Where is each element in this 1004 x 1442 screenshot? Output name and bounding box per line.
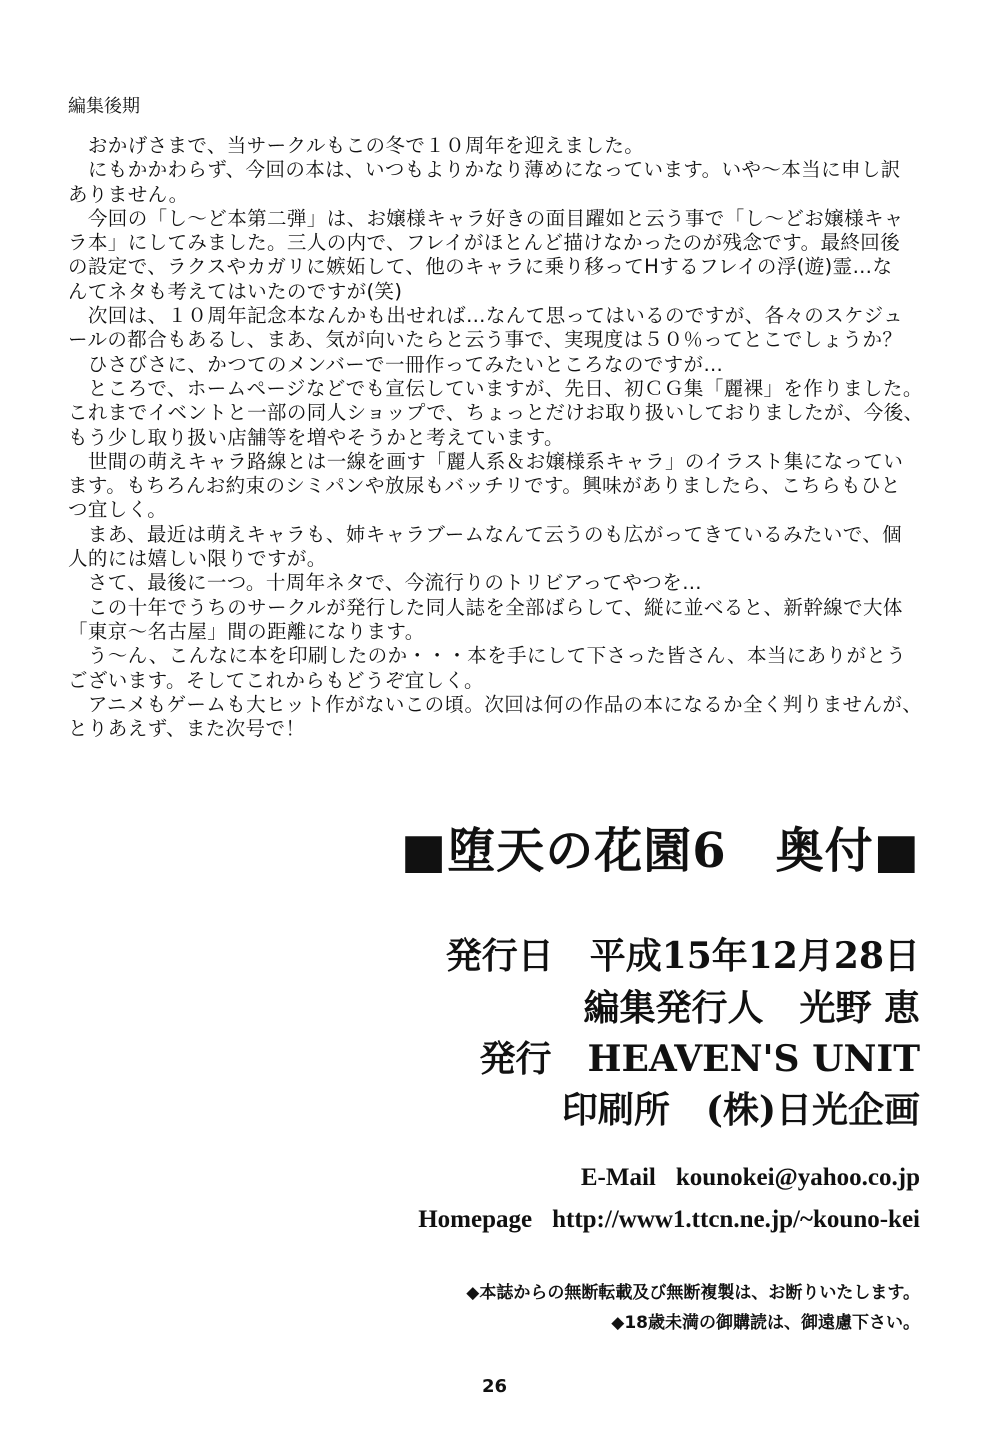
- afterword-line: んてネタも考えてはいたのですが(笑): [68, 279, 403, 303]
- publisher-name: HEAVEN'S UNIT: [587, 1038, 920, 1080]
- afterword-line: この十年でうちのサークルが発行した同人誌を全部ばらして、縦に並べると、新幹線で大体: [68, 595, 903, 619]
- printer-label: 印刷所: [561, 1089, 670, 1131]
- afterword-line: 世間の萌えキャラ路線とは一線を画す「麗人系＆お嬢様系キャラ」のイラスト集になってい: [68, 449, 904, 473]
- afterword-line: ひさびさに、かつてのメンバーで一冊作ってみたいところなのですが…: [68, 352, 724, 376]
- printer-row: [562, 1082, 920, 1133]
- afterword-line: にもかかわらず、今回の本は、いつもよりかなり薄めになっています。いや～本当に申し訳: [68, 158, 901, 182]
- afterword-line: まあ、最近は萌えキャラも、姉キャラブームなんて云うのも広がってきているみたいで、個: [68, 522, 903, 546]
- afterword-line: つ宜しく。: [68, 498, 168, 522]
- page-number: 26: [482, 1376, 508, 1397]
- issue-date: 平成15年12月28日: [589, 935, 920, 977]
- colophon-title: ■堕天の花園6 奥付■: [400, 823, 920, 879]
- email-address[interactable]: kounokei@yahoo.co.jp: [675, 1164, 920, 1191]
- issue-date-row: [446, 928, 920, 979]
- afterword-line: ラ本」にしてみました。三人の内で、フレイがほとんど描けなかったのが残念です。最終回後: [68, 231, 901, 255]
- afterword-line: もう少し取り扱い店舗等を増やそうかと考えています。: [68, 425, 564, 449]
- afterword-line: さて、最後に一つ。十周年ネタで、今流行りのトリビアってやつを…: [68, 571, 703, 595]
- afterword-line: とりあえず、また次号で！: [68, 717, 306, 741]
- afterword-line: 人的には嬉しい限りですが。: [68, 547, 327, 571]
- afterword-line: ールの都合もあるし、まあ、気が向いたらと云う事で、実現度は５０％ってとこでしょうか？: [68, 328, 903, 352]
- afterword-line: う～ん、こんなに本を印刷したのか・・・本を手にして下さった皆さん、本当にありがとう: [68, 644, 907, 668]
- afterword-line: ございます。そしてこれからもどうぞ宜しく。: [68, 668, 484, 692]
- editor-name: 光野 恵: [799, 987, 920, 1029]
- email-row: [581, 1164, 920, 1192]
- afterword-line: これまでイベントと一部の同人ショップで、ちょっとだけお取り扱いしておりましたが、今後、: [68, 401, 924, 425]
- homepage-row: [418, 1206, 920, 1234]
- publisher-label: 発行: [479, 1038, 552, 1080]
- afterword-line: 「東京～名古屋」間の距離になります。: [68, 619, 425, 643]
- afterword-line: アニメもゲームも大ヒット作がないこの頃。次回は何の作品の本になるか全く判りませんが、: [68, 692, 923, 716]
- age-notice: ◆18歳未満の御購読は、御遠慮下さい。: [611, 1313, 920, 1333]
- afterword-line: おかげさまで、当サークルもこの冬で１０周年を迎えました。: [68, 134, 645, 157]
- afterword-body: [68, 134, 924, 741]
- copyright-notice: ◆本誌からの無断転載及び無断複製は、お断りいたします。: [466, 1283, 920, 1303]
- printer-name: (株)日光企画: [705, 1089, 920, 1131]
- afterword-line: の設定で、ラクスやカガリに嫉妬して、他のキャラに乗り移ってHするフレイの浮(遊)霊…な: [68, 255, 893, 279]
- afterword-line: 今回の「し～ど本第二弾」は、お嬢様キャラ好きの面目躍如と云う事で「し～どお嬢様キャ: [68, 206, 904, 230]
- publisher-row: [479, 1031, 920, 1082]
- afterword-line: ます。もちろんお約束のシミパンや放尿もバッチリです。興味がありましたら、こちらもひと: [68, 474, 901, 498]
- afterword-heading: 編集後期: [68, 96, 140, 117]
- afterword-line: ありません。: [68, 182, 189, 206]
- editor-label: 編集発行人: [583, 987, 764, 1029]
- afterword-line: 次回は、１０周年記念本なんかも出せれば…なんて思ってはいるのですが、各々のスケジュ: [68, 304, 904, 328]
- issue-date-label: 発行日: [445, 935, 554, 977]
- email-label: E-Mail: [580, 1164, 656, 1191]
- afterword-line: ところで、ホームページなどでも宣伝していますが、先日、初ＣＧ集「麗裸」を作りました。: [68, 376, 923, 400]
- homepage-url[interactable]: http://www1.ttcn.ne.jp/~kouno-kei: [552, 1206, 920, 1233]
- homepage-label: Homepage: [418, 1206, 533, 1233]
- editor-row: [583, 980, 920, 1031]
